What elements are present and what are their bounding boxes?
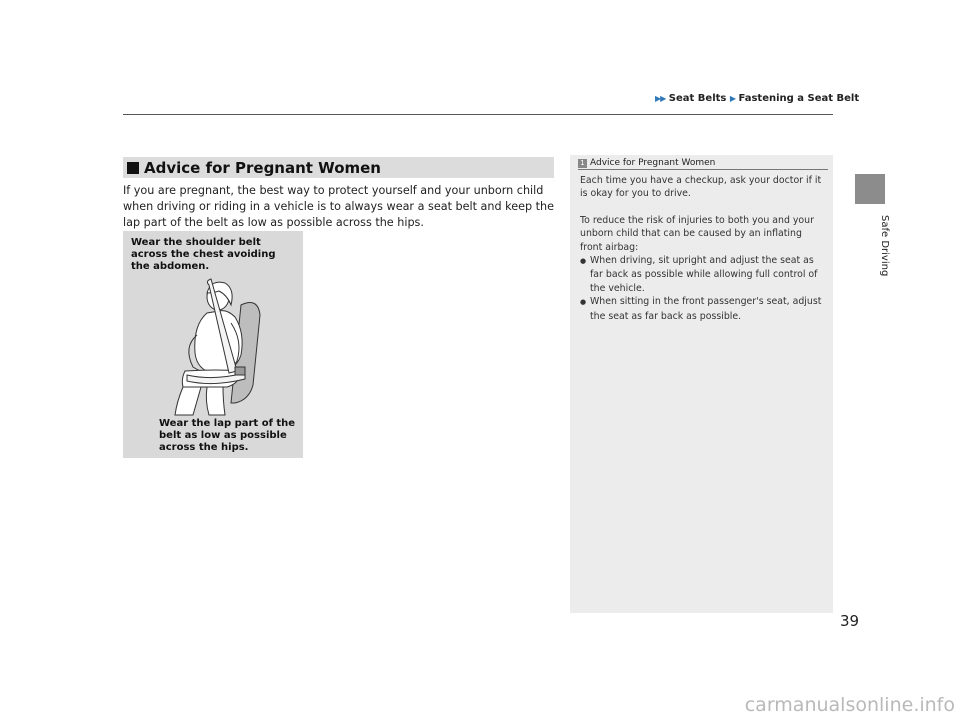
page-number: 39: [840, 612, 860, 630]
note-marker-icon: 1: [578, 159, 587, 168]
side-tab-marker: [855, 174, 885, 204]
sidebar-paragraph: Each time you have a checkup, ask your doctor if it is okay for you to drive.: [580, 175, 822, 200]
side-tab-label: Safe Driving: [879, 215, 890, 277]
list-item: ● When driving, sit upright and adjust the seat as far back as possible while allowing full control of the vehicle.: [580, 254, 824, 295]
breadcrumb-separator-icon: ▶: [729, 94, 735, 103]
legs: [175, 387, 225, 415]
breadcrumb: [655, 93, 860, 104]
sidebar-note: [570, 155, 833, 613]
seated-woman-drawing: [123, 275, 303, 420]
sidebar-rule: [578, 169, 828, 170]
callout-shoulder-belt: Wear the shoulder belt across the chest avoiding the abdomen.: [131, 237, 276, 272]
pregnant-woman-seatbelt-illustration: [123, 231, 303, 458]
breadcrumb-current[interactable]: Fastening a Seat Belt: [738, 93, 860, 104]
breadcrumb-arrow-icon: ▶▶: [655, 94, 666, 103]
section-body: If you are pregnant, the best way to protect yourself and your unborn child when driving or riding in a vehicle is to always wear a seat belt and keep the lap part of the belt as low as possible across the hips.: [123, 184, 555, 229]
sidebar-body: [580, 174, 824, 323]
section-heading: [123, 157, 554, 178]
sidebar-paragraph: To reduce the risk of injuries to both you and your unborn child that can be caused by an inflating front airbag:: [580, 214, 814, 253]
section-heading-text: Advice for Pregnant Women: [144, 158, 381, 177]
sidebar-title-text: Advice for Pregnant Women: [590, 158, 716, 168]
watermark: carmanualsonline.info: [744, 694, 955, 716]
sidebar-title: [578, 158, 715, 168]
callout-lap-belt: Wear the lap part of the belt as low as possible across the hips.: [159, 418, 296, 453]
breadcrumb-parent[interactable]: Seat Belts: [668, 93, 727, 104]
list-item: ● When sitting in the front passenger's seat, adjust the seat as far back as possible.: [580, 295, 824, 323]
buckle: [235, 367, 245, 375]
square-bullet-icon: [127, 162, 139, 174]
header-rule: [123, 114, 833, 115]
sidebar-bullet-list: [580, 254, 824, 323]
